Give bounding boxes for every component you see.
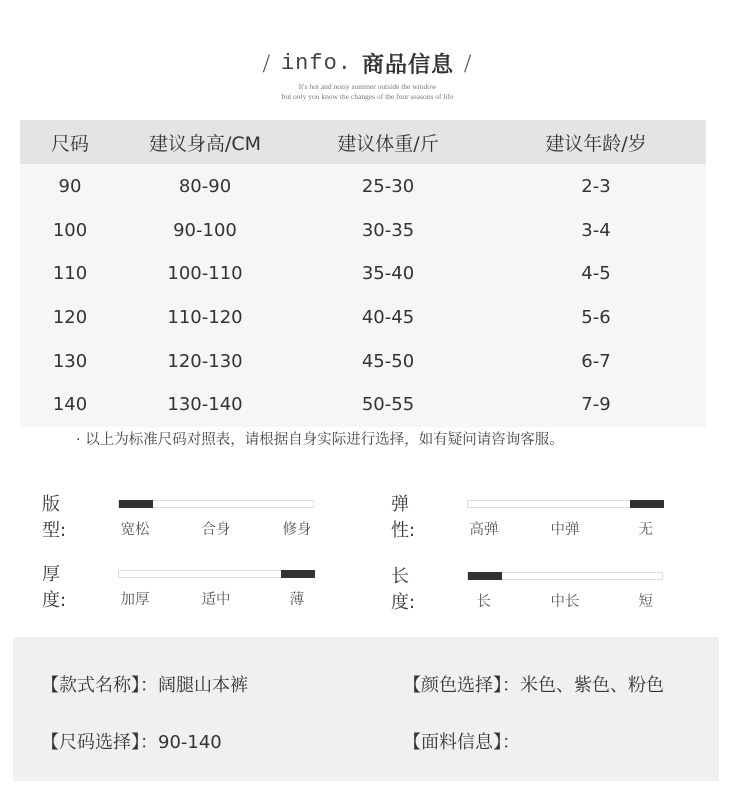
attr-fit-option: 合身 — [201, 522, 231, 538]
attr-fit-option: 修身 — [282, 522, 312, 538]
cell-height: 100-110 — [120, 252, 290, 296]
header-age: 建议年龄/岁 — [486, 120, 706, 164]
page-title — [263, 48, 473, 79]
cell-height: 130-140 — [120, 383, 290, 427]
table-row — [20, 339, 706, 383]
fabric-label: 【面料信息】： — [403, 732, 520, 753]
cell-weight: 25-30 — [290, 164, 486, 209]
size-row — [41, 728, 222, 754]
subtitle-line-2: but only you know the changes of the four seasons of life — [281, 92, 454, 101]
style-name-label: 【款式名称】： — [41, 675, 158, 696]
cell-size: 140 — [20, 383, 120, 427]
color-row — [403, 671, 664, 697]
cell-size: 100 — [20, 209, 120, 253]
style-name-value: 阔腿山本裤 — [158, 675, 248, 696]
header — [0, 48, 735, 102]
attr-length-label: 长度: — [391, 566, 416, 613]
table-row — [20, 383, 706, 427]
product-info-panel — [13, 637, 719, 781]
header-weight: 建议体重/斤 — [290, 120, 486, 164]
attr-elasticity-option: 高弹 — [469, 522, 499, 538]
table-header-row — [20, 120, 706, 164]
size-value: 90-140 — [158, 732, 222, 753]
attr-thickness-option: 加厚 — [120, 592, 150, 608]
attr-length-option: 长 — [476, 594, 491, 610]
size-label: 【尺码选择】： — [41, 732, 158, 753]
cell-size: 90 — [20, 164, 120, 209]
attr-thickness-marker — [281, 570, 315, 578]
attr-elasticity-label: 弹性: — [391, 494, 416, 541]
title-slash-right: / — [464, 48, 473, 78]
attr-elasticity-option: 无 — [638, 522, 653, 538]
subtitle-line-1: It's hot and noisy summer outside the window — [298, 82, 437, 91]
attr-elasticity-option: 中弹 — [550, 522, 580, 538]
attr-fit-marker — [119, 500, 153, 508]
cell-weight: 45-50 — [290, 339, 486, 383]
cell-size: 120 — [20, 296, 120, 340]
attr-thickness-option: 适中 — [201, 592, 231, 608]
fabric-row — [403, 728, 520, 754]
color-label: 【颜色选择】： — [403, 675, 520, 696]
attr-fit-option: 宽松 — [120, 522, 150, 538]
table-row — [20, 252, 706, 296]
cell-weight: 30-35 — [290, 209, 486, 253]
title-slash-left: / — [262, 48, 271, 78]
subtitle — [0, 82, 735, 102]
cell-age: 4-5 — [486, 252, 706, 296]
attr-thickness-option: 薄 — [289, 592, 304, 608]
attr-elasticity-scale — [467, 500, 663, 508]
cell-age: 6-7 — [486, 339, 706, 383]
cell-height: 80-90 — [120, 164, 290, 209]
title-english: info. — [280, 51, 352, 76]
cell-weight: 40-45 — [290, 296, 486, 340]
table-row — [20, 164, 706, 209]
cell-height: 120-130 — [120, 339, 290, 383]
cell-height: 90-100 — [120, 209, 290, 253]
color-value: 米色、紫色、粉色 — [520, 675, 664, 696]
attr-thickness-scale — [118, 570, 314, 578]
attr-elasticity-marker — [630, 500, 664, 508]
cell-age: 5-6 — [486, 296, 706, 340]
header-size: 尺码 — [20, 120, 120, 164]
cell-size: 110 — [20, 252, 120, 296]
attr-thickness-label: 厚度: — [42, 564, 67, 611]
attr-fit-label: 版型: — [42, 494, 67, 541]
cell-age: 2-3 — [486, 164, 706, 209]
cell-height: 110-120 — [120, 296, 290, 340]
attr-length-option: 中长 — [550, 594, 580, 610]
cell-weight: 50-55 — [290, 383, 486, 427]
cell-size: 130 — [20, 339, 120, 383]
size-chart-table — [20, 120, 706, 427]
attr-length-option: 短 — [638, 594, 653, 610]
cell-age: 7-9 — [486, 383, 706, 427]
table-row — [20, 296, 706, 340]
header-height: 建议身高/CM — [120, 120, 290, 164]
style-name-row — [41, 671, 248, 697]
table-row — [20, 209, 706, 253]
size-note: · 以上为标准尺码对照表，请根据自身实际进行选择，如有疑问请咨询客服。 — [76, 432, 564, 448]
cell-weight: 35-40 — [290, 252, 486, 296]
attr-fit-scale — [118, 500, 314, 508]
attr-length-marker — [468, 572, 502, 580]
title-chinese: 商品信息 — [362, 53, 455, 78]
cell-age: 3-4 — [486, 209, 706, 253]
attr-length-scale — [467, 572, 663, 580]
